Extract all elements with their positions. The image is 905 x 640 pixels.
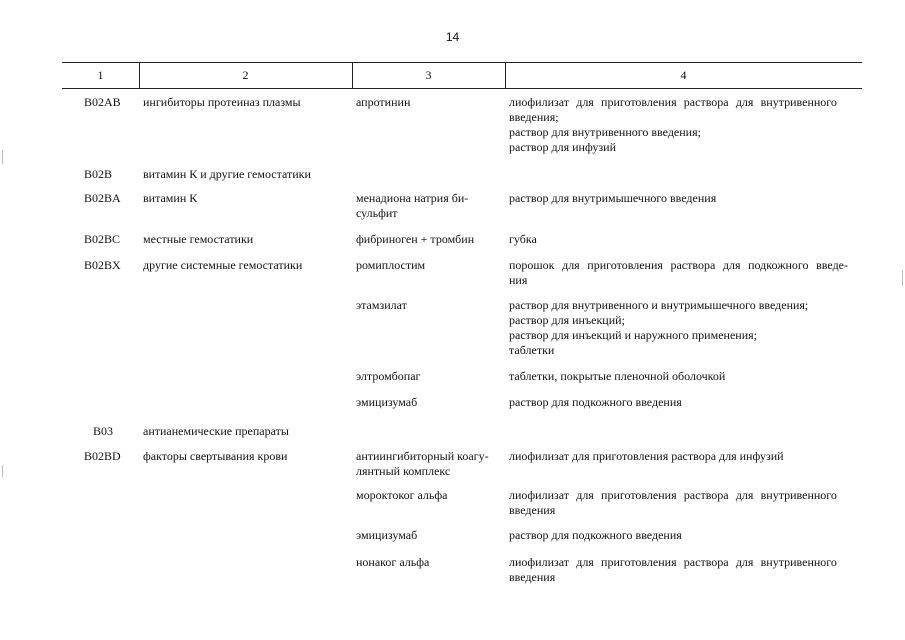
form-line: лиофилизат для приготовления раствора для внутривенного — [509, 555, 837, 569]
page-number: 14 — [445, 30, 460, 44]
form-line: ния — [509, 273, 528, 287]
substance-line: эмицизумаб — [356, 395, 418, 409]
dosage-forms — [509, 232, 862, 247]
group-name: витамин К — [143, 191, 198, 205]
substance-name — [356, 258, 501, 273]
form-line: раствор для инъекций; — [509, 313, 625, 327]
atc-code: B02BD — [84, 449, 121, 463]
substance-line: ромиплостим — [356, 258, 426, 272]
scan-mark-left — [2, 150, 3, 164]
substance-name — [356, 488, 501, 503]
form-line: раствор для внутримышечного введения — [509, 191, 717, 205]
form-line: введения — [509, 570, 556, 584]
group-name: ингибиторы протеиназ плазмы — [143, 95, 301, 109]
dosage-forms — [509, 488, 862, 518]
atc-code: B02AB — [84, 95, 121, 109]
form-line: лиофилизат для приготовления раствора для внутривенного — [509, 488, 837, 502]
form-line: введения; — [509, 110, 559, 124]
dosage-forms — [509, 449, 862, 464]
header-col-4: 4 — [680, 68, 687, 82]
substance-line: эмицизумаб — [356, 528, 418, 542]
atc-code: B03 — [93, 424, 114, 438]
atc-code: B02B — [84, 167, 113, 181]
dosage-forms — [509, 555, 862, 585]
form-line: раствор для внутривенного и внутримышечного введения; — [509, 298, 809, 312]
table-header-bottom-border — [62, 88, 862, 89]
dosage-forms — [509, 298, 862, 358]
substance-line: лянтный комплекс — [356, 464, 451, 478]
form-line: раствор для подкожного введения — [509, 395, 682, 409]
dosage-forms — [509, 395, 862, 410]
form-line: таблетки, покрытые пленочной оболочкой — [509, 369, 726, 383]
group-name: местные гемостатики — [143, 232, 254, 246]
form-line: раствор для внутривенного введения; — [509, 125, 701, 139]
substance-name — [356, 232, 501, 247]
dosage-forms — [509, 528, 862, 543]
form-line: лиофилизат для приготовления раствора для инфузий — [509, 449, 784, 463]
substance-name — [356, 191, 501, 221]
substance-line: апротинин — [356, 95, 411, 109]
dosage-forms — [509, 191, 862, 206]
substance-line: фибриноген + тромбин — [356, 232, 475, 246]
dosage-forms — [509, 95, 862, 155]
form-line: раствор для подкожного введения — [509, 528, 682, 542]
header-col-2: 2 — [242, 68, 249, 82]
form-line: таблетки — [509, 343, 555, 357]
substance-line: менадиона натрия би- — [356, 191, 469, 205]
form-line: порошок для приготовления раствора для подкожного введе- — [509, 258, 849, 272]
scan-mark-left-2 — [2, 465, 3, 477]
header-col-3: 3 — [425, 68, 432, 82]
header-col-1: 1 — [97, 68, 104, 82]
substance-line: сульфит — [356, 206, 398, 220]
substance-name — [356, 555, 501, 570]
substance-name — [356, 369, 501, 384]
scan-mark-right — [902, 270, 903, 286]
form-line: губка — [509, 232, 537, 246]
substance-name — [356, 528, 501, 543]
dosage-forms — [509, 369, 862, 384]
form-line: введения — [509, 503, 556, 517]
table-header-row — [62, 62, 862, 88]
group-name: витамин К и другие гемостатики — [143, 167, 311, 181]
substance-line: этамзилат — [356, 298, 407, 312]
form-line: лиофилизат для приготовления раствора для внутривенного — [509, 95, 837, 109]
form-line: раствор для инфузий — [509, 140, 616, 154]
substance-name — [356, 449, 501, 479]
substance-line: элтромбопаг — [356, 369, 421, 383]
substance-line: нонаког альфа — [356, 555, 430, 569]
atc-code: B02BC — [84, 232, 121, 246]
form-line: раствор для инъекций и наружного применения; — [509, 328, 757, 342]
group-name: факторы свертывания крови — [143, 449, 288, 463]
group-name: антианемические препараты — [143, 424, 289, 438]
atc-code: B02BX — [84, 258, 121, 272]
substance-name — [356, 298, 501, 313]
substance-name — [356, 395, 501, 410]
dosage-forms — [509, 258, 862, 288]
substance-line: мороктоког альфа — [356, 488, 448, 502]
group-name: другие системные гемостатики — [143, 258, 303, 272]
substance-line: антиингибиторный коагу- — [356, 449, 489, 463]
atc-code: B02BA — [84, 191, 121, 205]
substance-name — [356, 95, 501, 110]
